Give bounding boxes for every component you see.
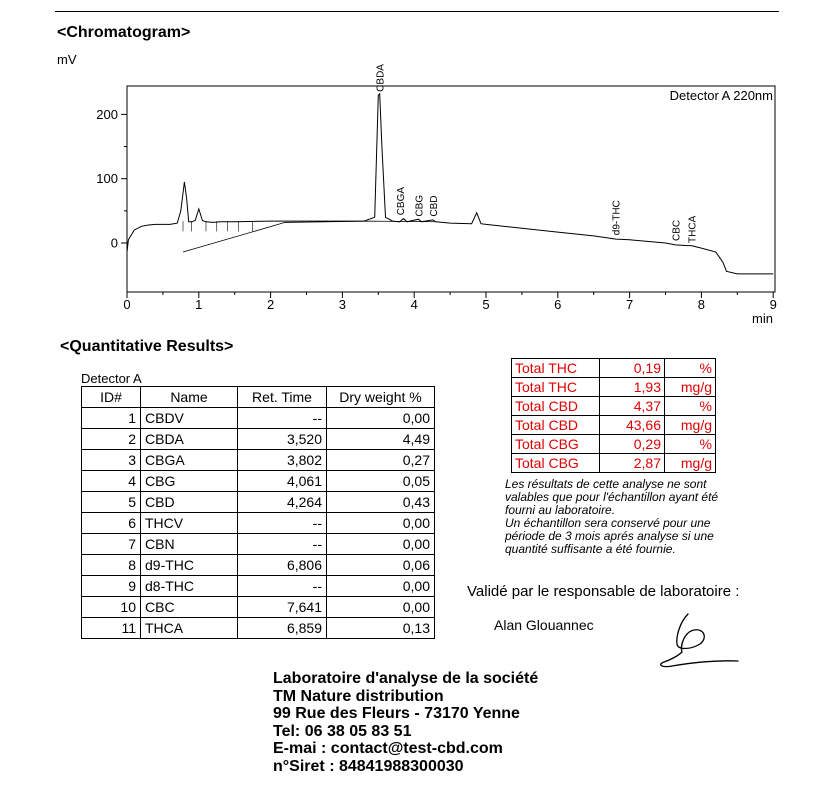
disclaimer-line: période de 3 mois aprés analyse si une (505, 529, 714, 543)
total-value: 1,93 (600, 378, 665, 397)
row-name: CBC (141, 597, 238, 618)
chromatogram-chart (0, 0, 830, 340)
row-name: CBG (141, 471, 238, 492)
row-dry-weight: 0,05 (327, 471, 435, 492)
total-label: Total CBD (512, 416, 600, 435)
table-row (82, 555, 435, 576)
row-ret-time: 7,641 (238, 597, 327, 618)
header-dry-weight: Dry weight % (327, 387, 435, 408)
total-unit: % (665, 397, 716, 416)
row-id: 1 (82, 408, 141, 429)
signer-name: Alan Glouannec (494, 617, 594, 633)
row-dry-weight: 0,00 (327, 513, 435, 534)
row-ret-time: -- (238, 576, 327, 597)
peak-label: CBD (429, 195, 441, 217)
row-dry-weight: 0,27 (327, 450, 435, 471)
row-id: 6 (82, 513, 141, 534)
disclaimer-line: quantité suffisante a été fournie. (505, 542, 676, 556)
peak-label: d9-THC (611, 200, 623, 236)
row-ret-time: 6,859 (238, 618, 327, 639)
x-tick-label: 8 (697, 297, 706, 312)
row-dry-weight: 0,00 (327, 408, 435, 429)
row-id: 5 (82, 492, 141, 513)
quantitative-title: <Quantitative Results> (60, 338, 234, 355)
total-value: 0,29 (600, 435, 665, 454)
disclaimer-line: valables que pour l'échantillon ayant été (505, 490, 719, 504)
row-id: 4 (82, 471, 141, 492)
header-ret-time: Ret. Time (238, 387, 327, 408)
totals-row (512, 454, 716, 473)
row-name: CBDA (141, 429, 238, 450)
lab-address-block (273, 670, 538, 775)
row-ret-time: 4,061 (238, 471, 327, 492)
row-dry-weight: 0,13 (327, 618, 435, 639)
row-name: CBD (141, 492, 238, 513)
row-ret-time: 3,520 (238, 429, 327, 450)
totals-table (511, 358, 716, 473)
footer-phone: Tel: 06 38 05 83 51 (273, 722, 412, 740)
signature-image (650, 610, 750, 672)
row-name: d9-THC (141, 555, 238, 576)
x-tick-label: 0 (123, 297, 131, 312)
chromatogram-trace (127, 94, 773, 274)
row-ret-time: 4,264 (238, 492, 327, 513)
peak-label: THCA (687, 215, 699, 243)
table-row (82, 597, 435, 618)
y-tick-label: 0 (110, 235, 118, 251)
row-dry-weight: 0,00 (327, 576, 435, 597)
x-tick-label: 5 (482, 297, 490, 312)
disclaimer-text (505, 478, 775, 556)
peak-label: CBGA (395, 186, 407, 216)
totals-row (512, 359, 716, 378)
peak-label: CBG (414, 194, 426, 217)
x-tick-label: 3 (338, 297, 347, 312)
row-ret-time: -- (238, 534, 327, 555)
footer-email: E-mai : contact@test-cbd.com (273, 740, 503, 757)
row-id: 8 (82, 555, 141, 576)
row-dry-weight: 0,06 (327, 555, 435, 576)
row-ret-time: 3,802 (238, 450, 327, 471)
disclaimer-line: fourni au laboratoire. (505, 503, 616, 517)
y-axis (96, 107, 127, 251)
totals-row (512, 435, 716, 454)
totals-row (512, 378, 716, 397)
plot-frame (127, 86, 775, 292)
row-ret-time: -- (238, 513, 327, 534)
table-row (82, 534, 435, 555)
detector-label: Detector A 220nm (669, 88, 773, 103)
table-row (82, 471, 435, 492)
totals-row (512, 397, 716, 416)
table-row (82, 618, 435, 639)
disclaimer-line: Un échantillon sera conservé pour une (505, 516, 711, 530)
row-id: 11 (82, 618, 141, 639)
table-row (82, 408, 435, 429)
row-id: 9 (82, 576, 141, 597)
peak-annotations (376, 64, 699, 243)
x-tick-label: 6 (554, 297, 562, 312)
row-name: THCA (141, 618, 238, 639)
totals-row (512, 416, 716, 435)
total-label: Total CBG (512, 435, 600, 454)
validation-statement: Validé par le responsable de laboratoire : (467, 583, 740, 600)
x-tick-label: 7 (625, 297, 634, 312)
row-ret-time: 6,806 (238, 555, 327, 576)
row-name: CBDV (141, 408, 238, 429)
row-name: CBN (141, 534, 238, 555)
total-value: 4,37 (600, 397, 665, 416)
baseline-drawing (183, 221, 436, 252)
total-label: Total THC (512, 378, 600, 397)
x-tick-label: 2 (266, 297, 275, 312)
row-name: d8-THC (141, 576, 238, 597)
total-unit: mg/g (665, 378, 716, 397)
table-row (82, 513, 435, 534)
row-id: 10 (82, 597, 141, 618)
total-label: Total THC (512, 359, 600, 378)
x-tick-label: 4 (410, 297, 418, 312)
y-unit-label: mV (57, 52, 77, 67)
table-row (82, 576, 435, 597)
footer-company: Laboratoire d'analyse de la société (273, 670, 539, 687)
footer-siret: n°Siret : 84841988300030 (273, 757, 464, 775)
table-row (82, 429, 435, 450)
total-label: Total CBG (512, 454, 600, 473)
row-dry-weight: 4,49 (327, 429, 435, 450)
header-id: ID# (82, 387, 141, 408)
footer-distributor: TM Nature distribution (273, 687, 444, 705)
chromatogram-title: <Chromatogram> (57, 24, 191, 41)
header-name: Name (141, 387, 238, 408)
total-unit: mg/g (665, 454, 716, 473)
row-id: 7 (82, 534, 141, 555)
row-id: 2 (82, 429, 141, 450)
row-dry-weight: 0,43 (327, 492, 435, 513)
table-row (82, 450, 435, 471)
detector-a-label: Detector A (81, 371, 142, 386)
table-row (82, 492, 435, 513)
row-id: 3 (82, 450, 141, 471)
x-tick-label: 9 (769, 297, 777, 312)
integration-baseline (183, 221, 436, 252)
total-value: 43,66 (600, 416, 665, 435)
results-table (81, 386, 435, 639)
total-value: 0,19 (600, 359, 665, 378)
total-unit: % (665, 435, 716, 454)
y-tick-label: 200 (96, 106, 118, 122)
total-unit: % (665, 359, 716, 378)
signature-stroke (661, 614, 738, 667)
x-unit-label: min (752, 311, 773, 326)
peak-label: CBDA (375, 64, 387, 92)
x-axis (123, 292, 776, 312)
row-name: CBGA (141, 450, 238, 471)
row-dry-weight: 0,00 (327, 597, 435, 618)
total-value: 2,87 (600, 454, 665, 473)
results-header-row (82, 387, 435, 408)
total-label: Total CBD (512, 397, 600, 416)
row-dry-weight: 0,00 (327, 534, 435, 555)
footer-address: 99 Rue des Fleurs - 73170 Yenne (273, 705, 520, 722)
row-name: THCV (141, 513, 238, 534)
x-tick-label: 1 (195, 297, 203, 312)
row-ret-time: -- (238, 408, 327, 429)
disclaimer-line: Les résultats de cette analyse ne sont (505, 477, 707, 491)
y-tick-label: 100 (96, 171, 118, 187)
peak-label: CBC (671, 219, 683, 241)
total-unit: mg/g (665, 416, 716, 435)
